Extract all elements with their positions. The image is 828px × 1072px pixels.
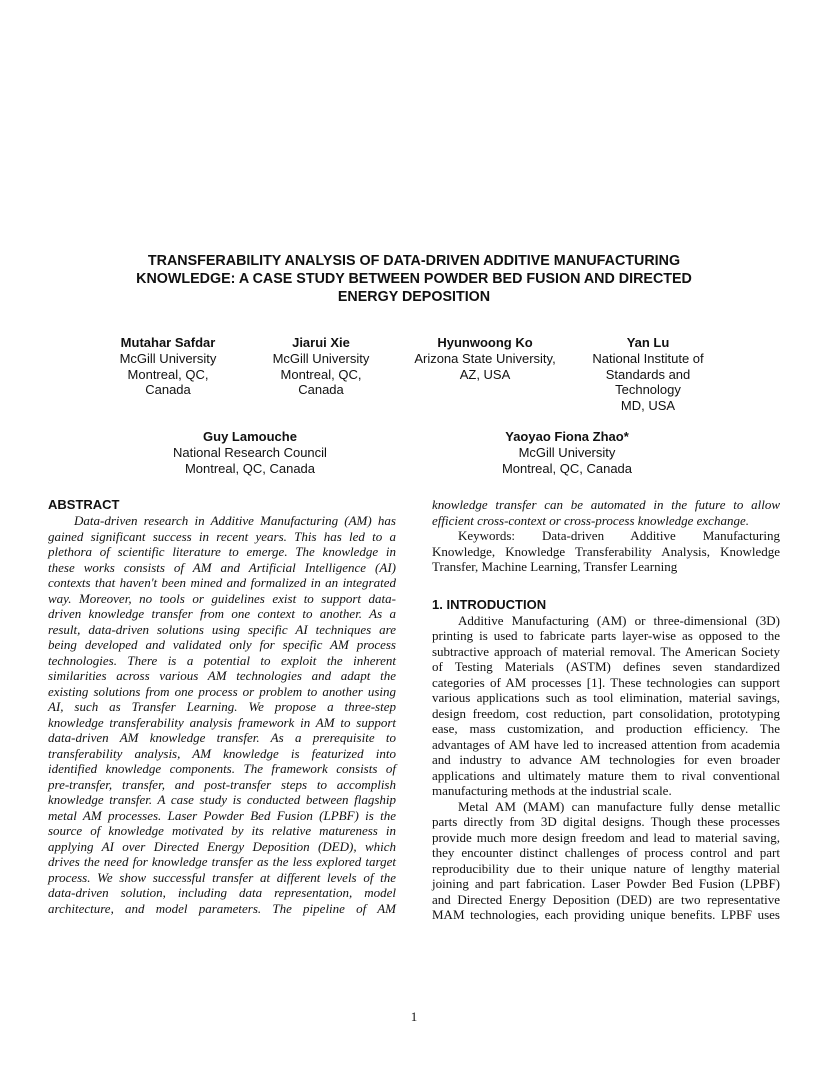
author-affiliation: Standards and bbox=[605, 366, 691, 382]
author-affiliation: National Research Council bbox=[173, 444, 327, 460]
text-line: source of knowledge motivated by its relative matureness in bbox=[48, 823, 396, 838]
text-line: knowledge transfer can be automated in the future to allow bbox=[432, 497, 780, 512]
text-line: Transfer, Machine Learning, Transfer Learning bbox=[432, 559, 678, 574]
title-line: TRANSFERABILITY ANALYSIS OF DATA-DRIVEN ADDITIVE MANUFACTURING bbox=[147, 253, 681, 269]
text-line: MAM technologies, each providing unique benefits. LPBF uses bbox=[432, 907, 780, 922]
text-line: pre-transfer, transfer, and post-transfer steps to accomplish bbox=[48, 776, 396, 792]
text-line: result, data-driven solutions using specific AI techniques are bbox=[48, 621, 396, 637]
author-block bbox=[403, 335, 567, 382]
text-line: drives the need for knowledge transfer as the less explored target bbox=[48, 854, 396, 869]
author-name: Jiarui Xie bbox=[292, 335, 350, 350]
author-affiliation: Arizona State University, bbox=[414, 350, 556, 366]
text-line: Keywords: Data-driven Additive Manufacturing bbox=[458, 528, 780, 543]
text-line: parts directly from 3D digital designs. Though these processes bbox=[432, 814, 780, 829]
text-line: technologies. There is a potential to exploit the inherent bbox=[48, 652, 396, 668]
author-name: Yan Lu bbox=[626, 335, 670, 350]
author-affiliation: McGill University bbox=[518, 444, 616, 460]
text-line: reproducibility due to their unique nature of lengthy material bbox=[432, 860, 780, 876]
text-line: provide much more design freedom and lead to material saving, bbox=[432, 829, 780, 845]
text-line: gained significant success in recent years. This has led to a bbox=[48, 528, 396, 544]
introduction-heading: 1. INTRODUCTION bbox=[432, 596, 547, 612]
text-line: Data-driven research in Additive Manufacturing (AM) has bbox=[74, 513, 396, 528]
author-affiliation: Canada bbox=[298, 382, 344, 398]
text-line: printing is used to fabricate parts layer-wise as opposed to the bbox=[432, 628, 780, 643]
author-affiliation: McGill University bbox=[119, 350, 217, 366]
author-affiliation: Technology bbox=[615, 382, 681, 398]
paper-title bbox=[100, 252, 728, 306]
author-name: Guy Lamouche bbox=[203, 429, 297, 444]
text-line: applying AI over Directed Energy Deposition (DED), which bbox=[48, 838, 396, 854]
author-affiliation: Montreal, QC, Canada bbox=[184, 460, 316, 476]
text-line: driven knowledge transfer from one context to another. As a bbox=[48, 606, 396, 621]
text-line: manufacturing methods at the industrial scale. bbox=[432, 783, 672, 798]
text-line: being developed and validated only for specific AM process bbox=[48, 637, 396, 652]
text-line: Knowledge, Knowledge Transferability Analysis, Knowledge bbox=[432, 543, 780, 559]
author-block bbox=[477, 429, 657, 476]
text-line: various applications such as tool elimination, material savings, bbox=[432, 690, 780, 705]
text-line: architecture, and model parameters. The pipeline of AM bbox=[48, 900, 396, 916]
text-line: subtractive approach of material removal. The American Society bbox=[432, 643, 780, 659]
text-line: data-driven AM knowledge transfer. As a prerequisite to bbox=[48, 730, 396, 745]
text-line: ease, mass customization, and production efficiency. The bbox=[432, 721, 780, 736]
author-affiliation: Montreal, QC, bbox=[280, 366, 362, 382]
author-block bbox=[150, 429, 350, 476]
author-affiliation: McGill University bbox=[272, 350, 370, 366]
text-line: process. We show successful transfer at different levels of the bbox=[48, 869, 396, 885]
author-block bbox=[98, 335, 238, 398]
text-line: data-driven solution, including data representation, model bbox=[48, 885, 396, 900]
abstract-section bbox=[48, 497, 396, 916]
right-column bbox=[432, 497, 780, 923]
title-line: KNOWLEDGE: A CASE STUDY BETWEEN POWDER BED FUSION AND DIRECTED bbox=[136, 271, 692, 287]
text-line: they encounter distinct challenges of process control and part bbox=[432, 845, 780, 860]
text-line: joining and part fabrication. Laser Powder Bed Fusion (LPBF) bbox=[432, 876, 780, 891]
text-line: efficient cross-context or cross-process knowledge exchange. bbox=[432, 512, 749, 528]
text-line: design freedom, cost reduction, part consolidation, prototyping bbox=[432, 705, 780, 721]
introduction-paragraph bbox=[432, 799, 780, 923]
author-affiliation: Montreal, QC, Canada bbox=[501, 460, 633, 476]
text-line: categories of AM processes [1]. These technologies can support bbox=[432, 674, 780, 690]
text-line: and industry to advance AM technologies for even broader bbox=[432, 752, 780, 767]
author-block bbox=[251, 335, 391, 398]
keywords bbox=[432, 528, 780, 575]
text-line: Additive Manufacturing (AM) or three-dimensional (3D) bbox=[458, 612, 780, 628]
text-line: transferability analysis, AM knowledge is featurized into bbox=[48, 745, 396, 761]
text-line: and Directed Energy Deposition (DED) are two representative bbox=[432, 891, 780, 907]
author-affiliation: National Institute of bbox=[592, 350, 704, 366]
author-block bbox=[578, 335, 718, 414]
text-line: contexts that haven't been mined and formalized in an integrated bbox=[48, 575, 396, 590]
text-line: knowledge transferability analysis framework in AM to support bbox=[48, 714, 396, 730]
author-affiliation: AZ, USA bbox=[459, 366, 511, 382]
text-line: metal AM processes. Laser Powder Bed Fusion (LPBF) is the bbox=[48, 807, 396, 823]
author-name: Hyunwoong Ko bbox=[437, 335, 533, 350]
author-name: Mutahar Safdar bbox=[120, 335, 216, 350]
text-line: identified knowledge components. The framework consists of bbox=[48, 761, 396, 776]
text-line: similarities across various AM technologies and adapt the bbox=[48, 668, 396, 683]
title-line: ENERGY DEPOSITION bbox=[337, 289, 491, 305]
abstract-heading: ABSTRACT bbox=[48, 497, 120, 512]
text-line: these works consists of AM and Artificial Intelligence (AI) bbox=[48, 559, 396, 575]
author-name: Yaoyao Fiona Zhao* bbox=[505, 429, 629, 444]
abstract-continuation bbox=[432, 497, 780, 528]
page-number: 1 bbox=[410, 1009, 418, 1024]
introduction-paragraph bbox=[432, 613, 780, 799]
text-line: advantages of AM have led to increased attention from academia bbox=[432, 736, 780, 752]
text-line: Metal AM (MAM) can manufacture fully dense metallic bbox=[458, 798, 780, 814]
author-affiliation: MD, USA bbox=[620, 398, 676, 414]
abstract-text bbox=[48, 513, 396, 916]
text-line: knowledge transfer. A case study is conducted between flagship bbox=[48, 792, 396, 807]
text-line: way. Moreover, no tools or guidelines exist to support data- bbox=[48, 590, 396, 606]
author-affiliation: Canada bbox=[145, 382, 191, 398]
text-line: existing solutions from one process or problem to another using bbox=[48, 683, 396, 699]
text-line: of Testing Materials (ASTM) defines seven standardized bbox=[432, 659, 780, 674]
text-line: applications and ultimately mature them to rival conventional bbox=[432, 767, 780, 783]
text-line: plethora of scientific literature to emerge. The knowledge in bbox=[48, 544, 396, 559]
author-affiliation: Montreal, QC, bbox=[127, 366, 209, 382]
text-line: AI, such as Transfer Learning. We propose a three-step bbox=[48, 699, 396, 714]
